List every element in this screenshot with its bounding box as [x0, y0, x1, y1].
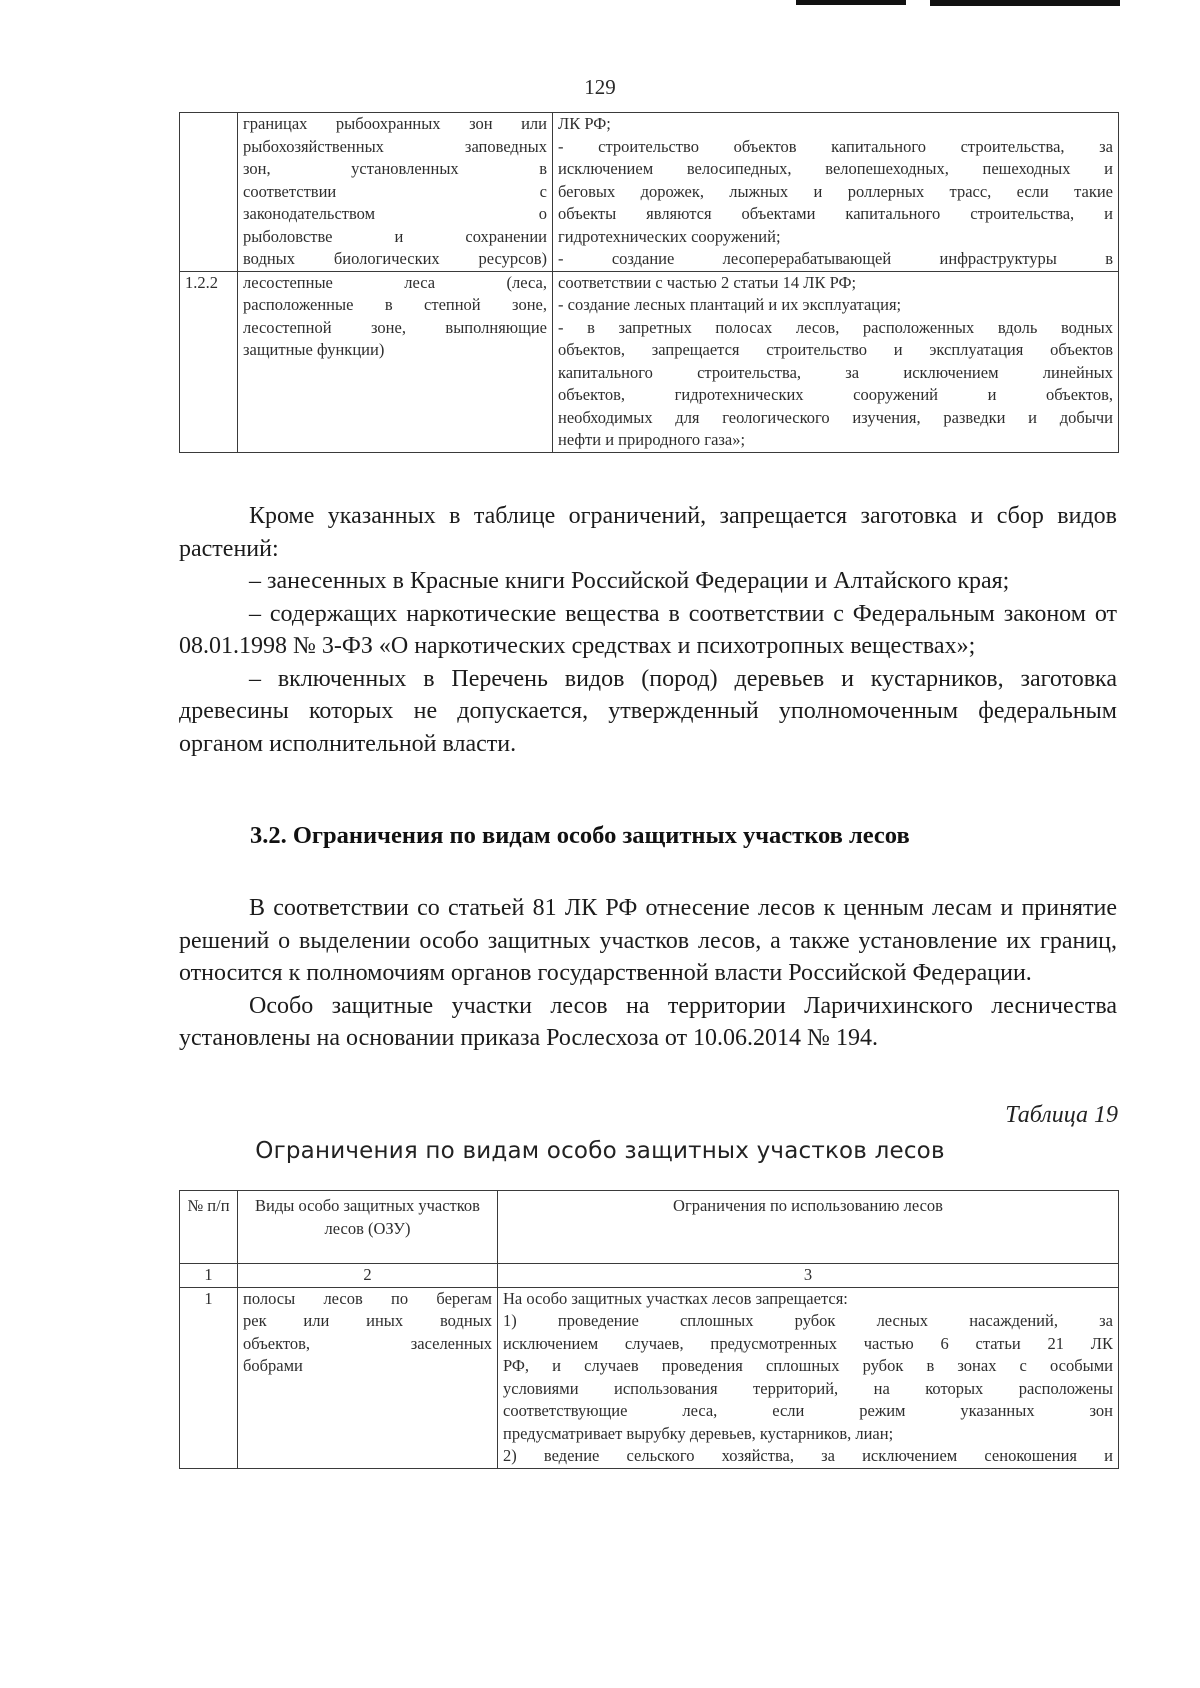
column-number: 3 — [498, 1264, 1119, 1288]
page-number: 129 — [584, 75, 616, 99]
cell-line: объекты являются объектами капитального строительства, и — [558, 204, 1113, 223]
restriction-cell — [553, 271, 1119, 452]
cell-line: защитные функции) — [243, 340, 385, 359]
forest-type-cell — [238, 113, 553, 272]
scan-mark — [930, 0, 1120, 6]
table-row — [180, 1287, 1119, 1468]
cell-line: лесостепной зоне, выполняющие — [243, 317, 547, 337]
cell-line: 2) ведение сельского хозяйства, за исключением сенокошения и — [503, 1446, 1113, 1465]
cell-line: расположенные в степной зоне, — [243, 295, 547, 314]
row-number-cell: 1.2.2 — [180, 271, 238, 452]
column-number-row — [180, 1264, 1119, 1288]
cell-line: необходимых для геологического изучения, разведки и добычи — [558, 407, 1113, 427]
cell-line: зон, установленных в — [243, 159, 547, 178]
cell-line: водных биологических ресурсов) — [243, 249, 547, 268]
scan-mark — [796, 0, 906, 5]
section-paragraphs — [179, 892, 1117, 1055]
protected-area-kind-cell — [238, 1287, 498, 1468]
row-number-cell: 1 — [180, 1287, 238, 1468]
cell-line: - строительство объектов капитального строительства, за — [558, 136, 1113, 156]
cell-line: На особо защитных участках лесов запрещается: — [503, 1288, 848, 1308]
cell-line: 1) проведение сплошных рубок лесных насаждений, за — [503, 1311, 1113, 1330]
cell-line: - в запретных полосах лесов, расположенных вдоль водных — [558, 317, 1113, 337]
cell-line: объектов, заселенных — [243, 1333, 492, 1353]
cell-line: соответствующие леса, если режим указанных зон — [503, 1401, 1113, 1420]
paragraph: Кроме указанных в таблице ограничений, запрещается заготовка и сбор видов растений: — [179, 503, 1117, 562]
paragraph: В соответствии со статьей 81 ЛК РФ отнесение лесов к ценным лесам и принятие решений о выделении особо защитных участков лесов, а также установление их границ, относится к полномочиям органов государственной власти Российской Федерации. — [179, 895, 1117, 986]
cell-line: гидротехнических сооружений; — [558, 226, 781, 246]
cell-line: условиями использования территорий, на которых расположены — [503, 1378, 1113, 1398]
cell-line: бобрами — [243, 1356, 303, 1375]
list-item: – включенных в Перечень видов (пород) деревьев и кустарников, заготовка древесины которых не допускается, утвержденный уполномоченным федеральным органом исполнительной власти. — [179, 665, 1117, 757]
table-title: Ограничения по видам особо защитных участков лесов — [255, 1138, 945, 1164]
header-num: № п/п — [180, 1191, 238, 1264]
column-number: 2 — [238, 1264, 498, 1288]
continued-restrictions-table — [179, 112, 1119, 453]
cell-line: соответствии с — [243, 181, 547, 201]
forest-type-cell — [238, 271, 553, 452]
cell-line: рек или иных водных — [243, 1311, 492, 1330]
table-row — [180, 113, 1119, 272]
cell-line: РФ, и случаев проведения сплошных рубок в зонах с особыми — [503, 1356, 1113, 1375]
row-number-cell — [180, 113, 238, 272]
table-header-row — [180, 1191, 1119, 1264]
list-item: – занесенных в Красные книги Российской Федерации и Алтайского края; — [249, 568, 1010, 594]
restrictions-paragraphs — [179, 500, 1117, 760]
paragraph: Особо защитные участки лесов на территории Ларичихинского лесничества установлены на основании приказа Рослесхоза от 10.06.2014 № 194. — [179, 992, 1117, 1051]
cell-line: полосы лесов по берегам — [243, 1288, 492, 1308]
cell-line: исключением случаев, предусмотренных частью 6 статьи 21 ЛК — [503, 1333, 1113, 1353]
cell-line: нефти и природного газа»; — [558, 430, 746, 449]
column-number: 1 — [180, 1264, 238, 1288]
cell-line: законодательством о — [243, 204, 547, 223]
cell-line: предусматривает вырубку деревьев, кустарников, лиан; — [503, 1423, 894, 1443]
cell-line: границах рыбоохранных зон или — [243, 114, 547, 133]
cell-line: беговых дорожек, лыжных и роллерных трасс, если такие — [558, 181, 1113, 201]
list-item: – содержащих наркотические вещества в соответствии с Федеральным законом от 08.01.1998 № 3-ФЗ «О наркотических средствах и психотропных веществах»; — [179, 600, 1117, 659]
restriction-cell — [498, 1287, 1119, 1468]
protected-forest-areas-table — [179, 1190, 1119, 1469]
cell-line: ЛК РФ; — [558, 114, 611, 133]
cell-line: капитального строительства, за исключением линейных — [558, 362, 1113, 382]
cell-line: - создание лесных плантаций и их эксплуатация; — [558, 295, 902, 314]
section-heading: 3.2. Ограничения по видам особо защитных участков лесов — [250, 822, 910, 849]
cell-line: лесостепные леса (леса, — [243, 272, 547, 292]
cell-line: рыбохозяйственных заповедных — [243, 136, 547, 156]
cell-line: объектов, запрещается строительство и эксплуатация объектов — [558, 340, 1113, 359]
restriction-cell — [553, 113, 1119, 272]
header-restriction: Ограничения по использованию лесов — [498, 1191, 1119, 1264]
cell-line: рыболовстве и сохранении — [243, 226, 547, 246]
cell-line: исключением велосипедных, велопешеходных, пешеходных и — [558, 159, 1113, 178]
cell-line: соответствии с частью 2 статьи 14 ЛК РФ; — [558, 272, 857, 292]
header-kind: Виды особо защитных участков лесов (ОЗУ) — [238, 1191, 498, 1264]
cell-line: - создание лесоперерабатывающей инфраструктуры в — [558, 249, 1113, 268]
table-label: Таблица 19 — [1005, 1102, 1118, 1128]
cell-line: объектов, гидротехнических сооружений и объектов, — [558, 385, 1113, 404]
table-row — [180, 271, 1119, 452]
